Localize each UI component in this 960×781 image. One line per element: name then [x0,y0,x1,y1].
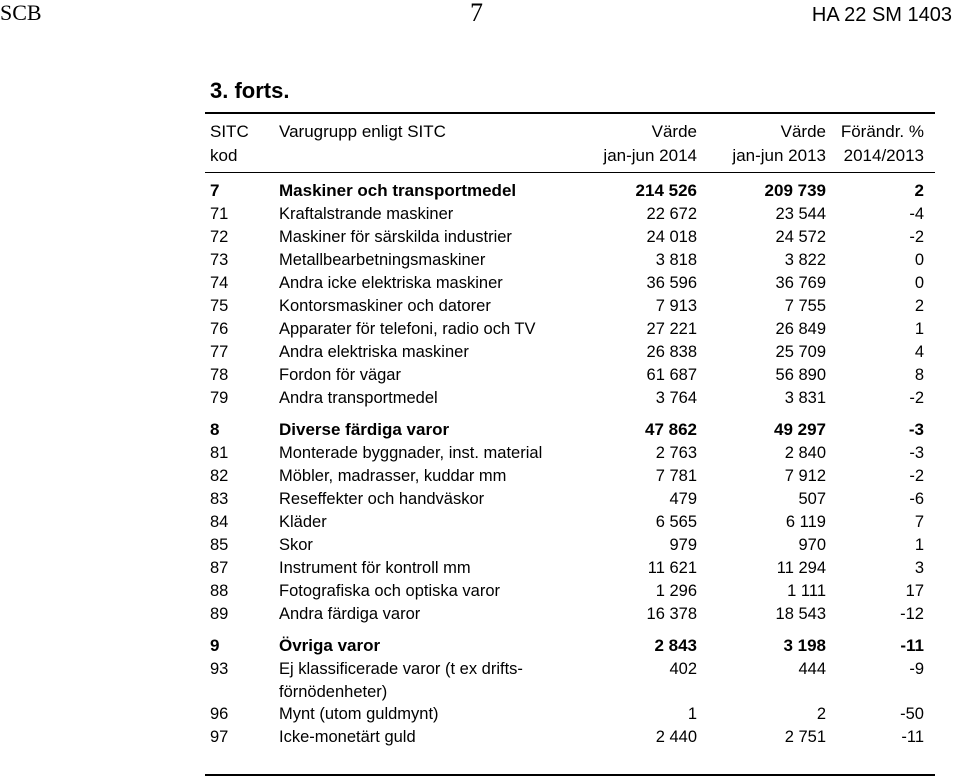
value-2014: 7 781 [655,467,697,485]
sitc-code: 81 [210,444,229,462]
table-row [0,534,960,557]
sitc-code: 74 [210,274,229,292]
value-2014: 3 818 [655,251,697,269]
change-percent: 2 [914,181,924,200]
value-2014: 16 378 [646,605,697,623]
value-2014: 214 526 [635,181,697,200]
change-percent: -6 [909,490,924,508]
header-top-rule [205,112,935,114]
table-row [0,249,960,272]
sitc-code: 88 [210,582,229,600]
value-2013: 25 709 [775,343,826,361]
value-2014: 11 621 [647,559,697,577]
sitc-code: 8 [210,420,220,439]
value-2013: 26 849 [775,320,826,338]
change-percent: -3 [909,444,924,462]
sitc-code: 84 [210,513,229,531]
sitc-code: 77 [210,343,229,361]
table-row [0,603,960,626]
value-2013: 3 198 [783,636,826,655]
group-name: Andra elektriska maskiner [279,343,469,361]
sitc-code: 93 [210,660,229,678]
value-2013: 23 544 [775,205,826,223]
change-percent: 2 [914,297,924,315]
col-change-period: 2014/2013 [843,146,924,165]
sitc-code: 7 [210,181,220,200]
col-sitc-label: SITC [210,122,249,141]
change-percent: -2 [909,228,924,246]
change-percent: 4 [914,343,924,361]
group-name: Metallbearbetningsmaskiner [279,251,486,269]
group-name: Kläder [279,513,327,531]
change-percent: -9 [909,660,924,678]
value-2014: 3 764 [655,389,697,407]
table-row [0,341,960,364]
value-2014: 2 440 [655,728,697,746]
col-v2013-label: Värde [780,122,826,141]
value-2013: 7 912 [784,467,826,485]
value-2013: 1 111 [787,582,826,600]
change-percent: -11 [901,728,924,746]
value-2014: 22 672 [646,205,697,223]
group-name: Icke-monetärt guld [279,728,416,746]
value-2014: 61 687 [646,366,697,384]
value-2014: 27 221 [646,320,697,338]
sitc-code: 78 [210,366,229,384]
value-2014: 2 763 [655,444,697,462]
group-name: Maskiner för särskilda industrier [279,228,512,246]
change-percent: 3 [914,559,924,577]
col-sitc-sublabel: kod [210,146,238,165]
col-v2014-period: jan-jun 2014 [603,146,697,165]
sitc-code: 72 [210,228,229,246]
agency-label: SCB [0,0,42,25]
sitc-code: 89 [210,605,229,623]
change-percent: 7 [914,513,924,531]
table-row [0,272,960,295]
sitc-code: 75 [210,297,229,315]
header-bottom-rule [205,172,935,173]
table-row [0,387,960,410]
change-percent: 1 [914,320,924,338]
table-row [0,511,960,534]
sitc-code: 73 [210,251,229,269]
table-row [0,295,960,318]
change-percent: -3 [908,420,924,439]
sitc-code: 9 [210,636,220,655]
page-number: 7 [470,0,483,27]
change-percent: 0 [914,274,924,292]
table-row [0,465,960,488]
table-row [0,580,960,603]
group-name: Reseffekter och handväskor [279,490,485,508]
value-2014: 47 862 [645,420,697,439]
value-2014: 36 596 [646,274,697,292]
value-2014: 1 [687,705,697,723]
group-name: Instrument för kontroll mm [279,559,471,577]
sitc-code: 85 [210,536,229,554]
value-2013: 49 297 [774,420,826,439]
group-row [0,180,960,203]
value-2014: 979 [669,536,697,554]
sitc-code: 82 [210,467,229,485]
value-2013: 444 [798,660,826,678]
value-2013: 18 543 [775,605,826,623]
table-row [0,226,960,249]
table-body [0,180,960,749]
group-name: Möbler, madrasser, kuddar mm [279,467,507,485]
sitc-code: 79 [210,389,229,407]
table-row [0,203,960,226]
change-percent: 8 [914,366,924,384]
group-name: Kontorsmaskiner och datorer [279,297,491,315]
value-2014: 6 565 [655,513,697,531]
value-2014: 402 [669,660,697,678]
value-2014: 26 838 [646,343,697,361]
value-2013: 36 769 [775,274,826,292]
change-percent: -2 [909,389,924,407]
change-percent: -11 [900,636,924,655]
value-2013: 24 572 [775,228,826,246]
group-name: Kraftalstrande maskiner [279,205,454,223]
sitc-code: 97 [210,728,229,746]
sitc-code: 71 [210,205,229,223]
change-percent: 17 [905,582,924,600]
value-2013: 209 739 [764,181,826,200]
group-name: Maskiner och transportmedel [279,181,517,200]
group-name: Andra färdiga varor [279,605,421,623]
table-row [0,658,960,703]
value-2013: 2 751 [784,728,826,746]
change-percent: -50 [900,705,924,723]
change-percent: -4 [909,205,924,223]
col-group-label: Varugrupp enligt SITC [279,122,446,141]
table-row [0,488,960,511]
value-2013: 7 755 [784,297,826,315]
value-2014: 7 913 [655,297,697,315]
value-2014: 24 018 [646,228,697,246]
group-name: Apparater för telefoni, radio och TV [279,320,536,338]
group-name: Ej klassificerade varor (t ex drifts-förnödenheter) [279,660,523,701]
group-name: Monterade byggnader, inst. material [279,444,543,462]
group-row [0,419,960,442]
sitc-code: 76 [210,320,229,338]
value-2013: 6 119 [785,513,826,531]
table-row [0,703,960,726]
section-title: 3. forts. [210,78,290,103]
change-percent: 0 [914,251,924,269]
change-percent: -12 [900,605,924,623]
value-2014: 2 843 [654,636,697,655]
value-2013: 56 890 [775,366,826,384]
group-name: Mynt (utom guldmynt) [279,705,439,723]
value-2013: 3 831 [784,389,826,407]
group-name: Skor [279,536,313,554]
change-percent: 1 [914,536,924,554]
table-row [0,442,960,465]
group-name: Fotografiska och optiska varor [279,582,501,600]
group-name: Andra transportmedel [279,389,438,407]
table-row [0,726,960,749]
col-v2014-label: Värde [651,122,697,141]
value-2013: 2 [816,705,826,723]
value-2013: 970 [798,536,826,554]
group-name: Övriga varor [279,636,381,655]
group-name: Fordon för vägar [279,366,401,384]
value-2014: 1 296 [655,582,697,600]
value-2013: 3 822 [784,251,826,269]
group-row [0,635,960,658]
report-id: HA 22 SM 1403 [811,4,952,26]
value-2014: 479 [669,490,697,508]
col-v2013-period: jan-jun 2013 [732,146,826,165]
table-bottom-rule [205,774,935,776]
sitc-code: 83 [210,490,229,508]
value-2013: 507 [798,490,826,508]
table-row [0,364,960,387]
col-change-label: Förändr. % [840,122,924,141]
group-name: Diverse färdiga varor [279,420,450,439]
group-name: Andra icke elektriska maskiner [279,274,503,292]
value-2013: 11 294 [776,559,826,577]
table-row [0,318,960,341]
sitc-code: 96 [210,705,229,723]
sitc-code: 87 [210,559,229,577]
value-2013: 2 840 [784,444,826,462]
table-row [0,557,960,580]
change-percent: -2 [909,467,924,485]
